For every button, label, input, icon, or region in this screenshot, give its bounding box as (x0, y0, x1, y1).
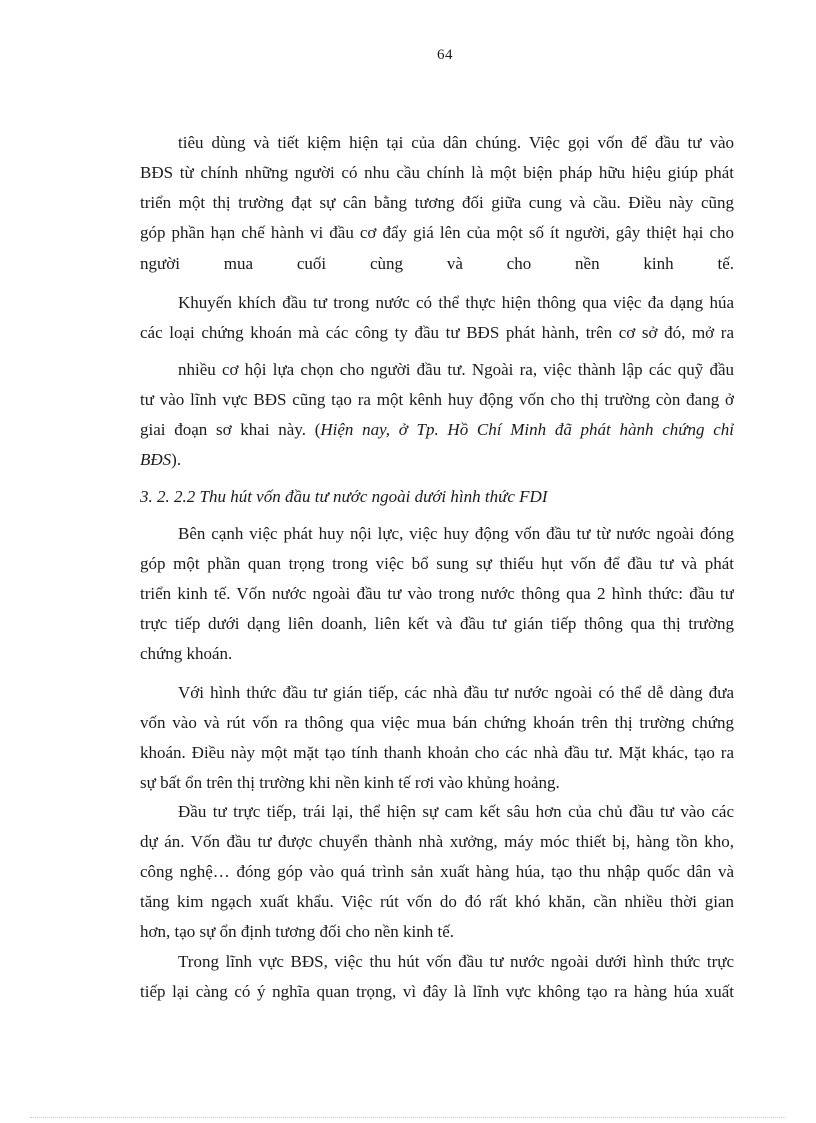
text-line: Với hình thức đầu tư gián tiếp, các nhà đầu tư nước ngoài có thể dễ dàng đưa (178, 683, 734, 702)
text-line: Bên cạnh việc phát huy nội lực, việc huy động vốn đầu tư từ nước ngoài đóng (178, 524, 734, 543)
text-line: người mua cuối cùng và cho nền kinh tế. (140, 254, 734, 273)
text-line: tăng kim ngạch xuất khẩu. Việc rút vốn do đó rất khó khăn, cần nhiều thời gian (140, 892, 734, 911)
text-line: các loại chứng khoán mà các công ty đầu tư BĐS phát hành, trên cơ sở đó, mở ra (140, 323, 734, 342)
text-line: góp một phần quan trọng trong việc bổ sung sự thiếu hụt vốn để đầu tư và phát (140, 554, 734, 573)
text-line: chứng khoán. (140, 644, 233, 663)
text-span: giai đoạn sơ khai này. ( (140, 420, 321, 439)
page-number: 64 (437, 47, 453, 63)
italic-note: BĐS (140, 450, 172, 469)
text-line (140, 420, 734, 440)
section-heading: 3. 2. 2.2 Thu hút vốn đầu tư nước ngoài dưới hình thức FDI (140, 487, 548, 506)
text-line: công nghệ… đóng góp vào quá trình sản xuất hàng húa, tạo thu nhập quốc dân và (140, 862, 734, 881)
text-line: tư vào lĩnh vực BĐS cũng tạo ra một kênh huy động vốn cho thị trường còn đang ở (140, 390, 734, 409)
text-line: hơn, tạo sự ổn định tương đối cho nền kinh tế. (140, 922, 455, 941)
text-line: Trong lĩnh vực BĐS, việc thu hút vốn đầu tư nước ngoài dưới hình thức trực (178, 952, 734, 971)
text-line: nhiều cơ hội lựa chọn cho người đầu tư. Ngoài ra, việc thành lập các quỹ đầu (178, 360, 734, 379)
text-line (140, 450, 734, 470)
text-line: tiếp lại càng có ý nghĩa quan trọng, vì đây là lĩnh vực không tạo ra hàng húa xuất (140, 982, 734, 1001)
text-span: ). (171, 450, 182, 469)
text-line: Đầu tư trực tiếp, trái lại, thể hiện sự cam kết sâu hơn của chủ đầu tư vào các (178, 802, 734, 821)
text-line: góp phần hạn chế hành vi đầu cơ đẩy giá lên của một số ít người, gây thiệt hại cho (140, 223, 734, 242)
text-line: triển một thị trường đạt sự cân bằng tương đối giữa cung và cầu. Điều này cũng (140, 193, 734, 212)
text-line: triển kinh tế. Vốn nước ngoài đầu tư vào trong nước thông qua 2 hình thức: đầu tư (140, 584, 734, 603)
text-line: BĐS từ chính những người có nhu cầu chính là một biện pháp hữu hiệu giúp phát (140, 163, 734, 182)
text-line: khoán. Điều này một mặt tạo tính thanh khoản cho các nhà đầu tư. Mặt khác, tạo ra (140, 743, 734, 762)
text-line: sự bất ổn trên thị trường khi nền kinh tế rơi vào khủng hoảng. (140, 773, 560, 792)
page-bottom-rule (30, 1117, 786, 1118)
text-line: dự án. Vốn đầu tư được chuyển thành nhà xưởng, máy móc thiết bị, hàng tồn kho, (140, 832, 734, 851)
italic-note: Hiện nay, ở Tp. Hồ Chí Minh đã phát hành chứng chỉ (320, 420, 734, 439)
text-line: Khuyến khích đầu tư trong nước có thể thực hiện thông qua việc đa dạng húa (178, 293, 734, 312)
text-line: tiêu dùng và tiết kiệm hiện tại của dân chúng. Việc gọi vốn để đầu tư vào (178, 133, 734, 152)
text-line: vốn vào và rút vốn ra thông qua việc mua bán chứng khoán trên thị trường chứng (140, 713, 734, 732)
text-line: trực tiếp dưới dạng liên doanh, liên kết và đầu tư gián tiếp thông qua thị trường (140, 614, 734, 633)
